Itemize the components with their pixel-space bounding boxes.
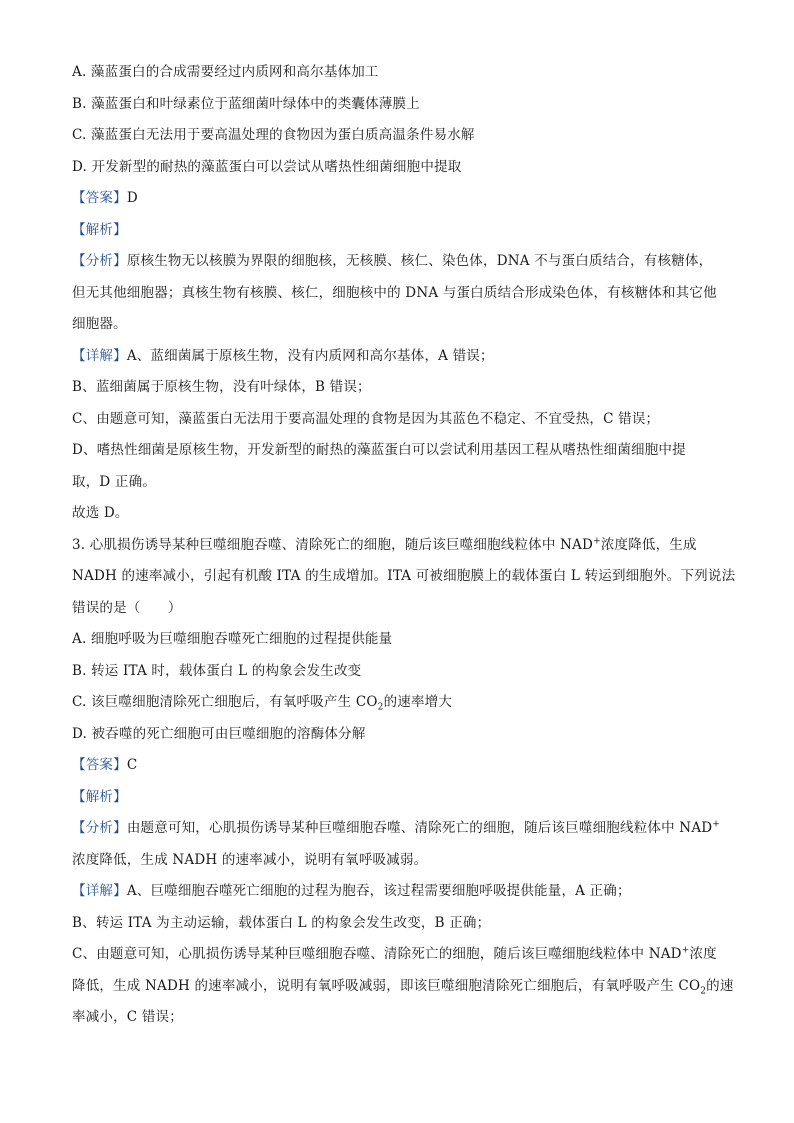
analysis-tag: 【解析】 bbox=[72, 221, 127, 238]
document-page bbox=[72, 62, 736, 1039]
fenxi-text: 由题意可知，心肌损伤诱导某种巨噬细胞吞噬、清除死亡的细胞，随后该巨噬细胞线粒体中 NAD bbox=[126, 820, 713, 836]
fenxi-tag: 【分析】 bbox=[72, 820, 127, 836]
q3-xiangjie-line-3 bbox=[72, 944, 732, 964]
analysis-tag: 【解析】 bbox=[72, 788, 127, 805]
q3-xiangjie-line-5: 率减小，C 错误； bbox=[72, 1009, 183, 1025]
xiangjie-text: 的速 bbox=[706, 977, 734, 994]
q2-fenxi-line-2: 但无其他细胞器；真核生物有核膜、核仁，细胞核中的 DNA 与蛋白质结合形成染色体，有核糖体和其它他 bbox=[72, 284, 717, 301]
answer-value: D bbox=[126, 190, 138, 206]
q2-xiangjie-line-5: 取，D 正确。 bbox=[72, 473, 157, 490]
q2-xiangjie-line-2: B、蓝细菌属于原核生物，没有叶绿体，B 错误； bbox=[72, 379, 371, 395]
q3-fenxi-line-2: 浓度降低，生成 NADH 的速率减小，说明有氧呼吸减弱。 bbox=[72, 851, 428, 868]
xiangjie-text: C、由题意可知，心肌损伤诱导某种巨噬细胞吞噬、清除死亡的细胞，随后该巨噬细胞线粒体中 NAD bbox=[72, 946, 682, 962]
q2-xiangjie-line-3: C、由题意可知，藻蓝蛋白无法用于要高温处理的食物是因为其蓝色不稳定、不宜受热，C 错误； bbox=[72, 410, 660, 427]
q3-stem-line-2: NADH 的速率减小，引起有机酸 ITA 的生成增加。ITA 可被细胞膜上的载体蛋白 L 转运到细胞外。下列说法 bbox=[72, 568, 736, 584]
q2-answer bbox=[72, 188, 732, 208]
q2-conclusion: 故选 D。 bbox=[72, 505, 129, 521]
q2-option-d: D. 开发新型的耐热的藻蓝蛋白可以尝试从嗜热性细菌细胞中提取 bbox=[72, 158, 462, 175]
q2-fenxi-line-1 bbox=[72, 251, 732, 271]
stem-text: 浓度降低，生成 bbox=[600, 536, 697, 553]
q3-option-d: D. 被吞噬的死亡细胞可由巨噬细胞的溶酶体分解 bbox=[72, 725, 366, 742]
subscript: 2 bbox=[377, 702, 384, 713]
q2-xiangjie-line-1 bbox=[72, 346, 732, 366]
q3-xiangjie-line-4 bbox=[72, 976, 732, 996]
superscript: + bbox=[712, 819, 721, 830]
answer-value: C bbox=[126, 757, 138, 773]
answer-tag: 【答案】 bbox=[72, 757, 127, 773]
superscript: + bbox=[681, 945, 690, 956]
fenxi-tag: 【分析】 bbox=[72, 253, 127, 269]
q3-answer bbox=[72, 755, 732, 775]
q3-option-b: B. 转运 ITA 时，载体蛋白 L 的构象会发生改变 bbox=[72, 662, 362, 679]
q2-fenxi-line-3: 细胞器。 bbox=[72, 316, 127, 332]
q3-stem-line-1 bbox=[72, 535, 732, 555]
xiangjie-text: 浓度 bbox=[689, 946, 717, 962]
q3-fenxi-line-1 bbox=[72, 818, 732, 838]
xiangjie-tag: 【详解】 bbox=[72, 883, 127, 899]
stem-text: 3. 心肌损伤诱导某种巨噬细胞吞噬、清除死亡的细胞，随后该巨噬细胞线粒体中 NAD bbox=[72, 536, 594, 553]
option-text: C. 该巨噬细胞清除死亡细胞后，有氧呼吸产生 CO bbox=[72, 694, 378, 710]
superscript: + bbox=[593, 536, 601, 546]
q2-option-c: C. 藻蓝蛋白无法用于要高温处理的食物因为蛋白质高温条件易水解 bbox=[72, 127, 475, 143]
xiangjie-text: 降低，生成 NADH 的速率减小，说明有氧呼吸减弱，即该巨噬细胞清除死亡细胞后，有氧呼吸产生 CO bbox=[72, 977, 701, 994]
subscript: 2 bbox=[700, 986, 707, 997]
xiangjie-text: A、巨噬细胞吞噬死亡细胞的过程为胞吞，该过程需要细胞呼吸提供能量，A 正确； bbox=[126, 883, 631, 899]
q3-option-c bbox=[72, 692, 732, 712]
answer-tag: 【答案】 bbox=[72, 190, 127, 206]
q2-option-a: A. 藻蓝蛋白的合成需要经过内质网和高尔基体加工 bbox=[72, 64, 379, 80]
q3-xiangjie-line-2: B、转运 ITA 为主动运输，载体蛋白 L 的构象会发生改变，B 正确； bbox=[72, 914, 491, 931]
q3-stem-line-3: 错误的是（ ） bbox=[72, 599, 182, 616]
option-text: 的速率增大 bbox=[383, 694, 453, 710]
q3-xiangjie-line-1 bbox=[72, 881, 732, 901]
q3-option-a: A. 细胞呼吸为巨噬细胞吞噬死亡细胞的过程提供能量 bbox=[72, 631, 393, 647]
q3-analysis-heading bbox=[72, 787, 732, 807]
xiangjie-text: A、蓝细菌属于原核生物，没有内质网和高尔基体，A 错误； bbox=[126, 347, 494, 364]
fenxi-text: 原核生物无以核膜为界限的细胞核，无核膜、核仁、染色体，DNA 不与蛋白质结合，有核糖体， bbox=[126, 253, 713, 269]
q2-analysis-heading bbox=[72, 220, 732, 240]
q2-option-b: B. 藻蓝蛋白和叶绿素位于蓝细菌叶绿体中的类囊体薄膜上 bbox=[72, 95, 420, 112]
xiangjie-tag: 【详解】 bbox=[72, 347, 127, 364]
q2-xiangjie-line-4: D、嗜热性细菌是原核生物，开发新型的耐热的藻蓝蛋白可以尝试利用基因工程从嗜热性细菌细胞中提 bbox=[72, 442, 686, 458]
